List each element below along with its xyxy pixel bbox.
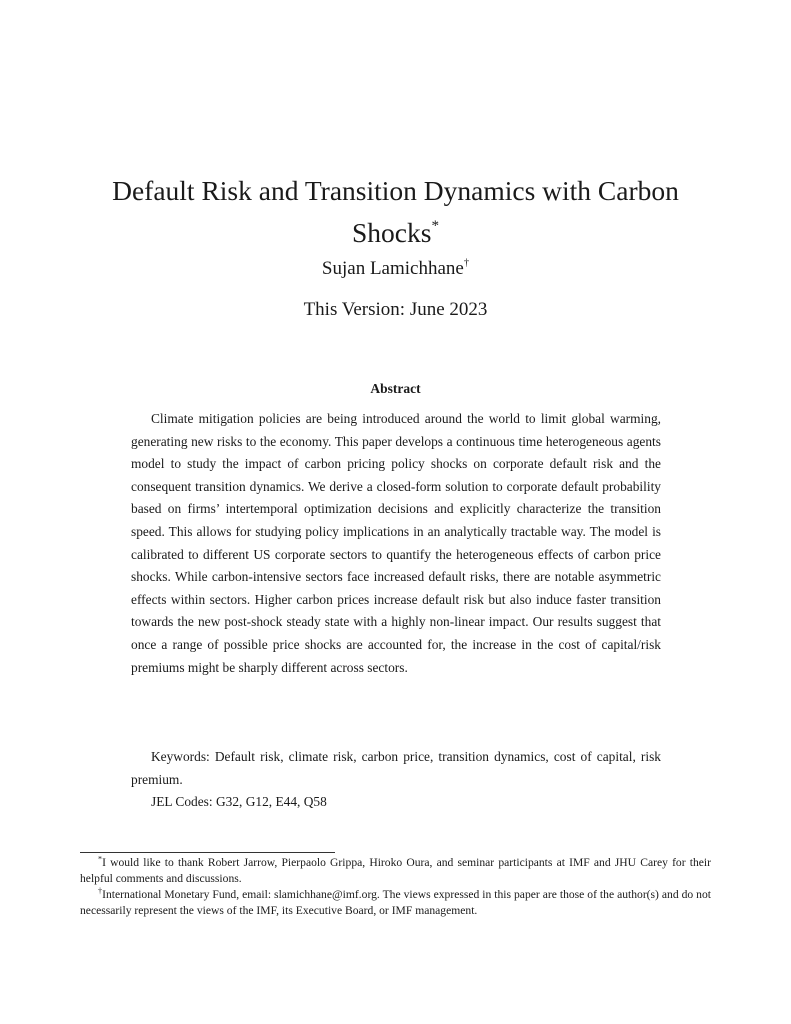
footnote-mark: † [98,886,103,896]
footnote-mark: * [98,854,103,864]
jel-codes: JEL Codes: G32, G12, E44, Q58 [151,794,327,809]
version-date: This Version: June 2023 [303,299,488,320]
footnote-text: International Monetary Fund, email: slamichhane@imf.org. The views expressed in this paper are those of the author(s) and do not necessarily represent the views of the IMF, its Executive Board, or IMF management. [80,888,711,917]
title-footnote-mark: * [431,218,439,235]
author-name-text: Sujan Lamichhane [321,258,464,279]
keywords: Keywords: Default risk, climate risk, carbon price, transition dynamics, cost of capital, risk premium. [131,749,661,787]
author-footnote-mark: † [463,257,470,269]
abstract-heading: Abstract [370,381,421,396]
footnote-divider [80,852,335,853]
paper-title-text: Default Risk and Transition Dynamics with Carbon Shocks [112,175,679,249]
footnote-text: I would like to thank Robert Jarrow, Pierpaolo Grippa, Hiroko Oura, and seminar participants at IMF and JHU Carey for their helpful comments and discussions. [80,856,711,885]
paper-title [80,170,711,254]
footnotes [80,855,711,919]
author-name [80,256,711,282]
footnote-affiliation [80,887,711,919]
abstract-text: Climate mitigation policies are being introduced around the world to limit global warming, generating new risks to the economy. This paper develops a continuous time heterogeneous agents model to study the impact of carbon pricing policy shocks on corporate default risk and the consequent transition dynamics. We derive a closed-form solution to corporate default probability based on firms’ intertemporal optimization decisions and explicitly characterize the transition speed. This allows for studying policy implications in an analytically tractable way. The model is calibrated to different US corporate sectors to quantify the heterogeneous effects of carbon price shocks. While carbon-intensive sectors face increased default risks, there are notable asymmetric effects within sectors. Higher carbon prices increase default risk but also induce faster transition towards the new post-shock steady state with a highly non-linear impact. Our results suggest that once a range of possible price shocks are accounted for, the increase in the cost of capital/risk premiums might be sharply different across sectors. [131,411,661,675]
footnote-acknowledgements [80,855,711,887]
